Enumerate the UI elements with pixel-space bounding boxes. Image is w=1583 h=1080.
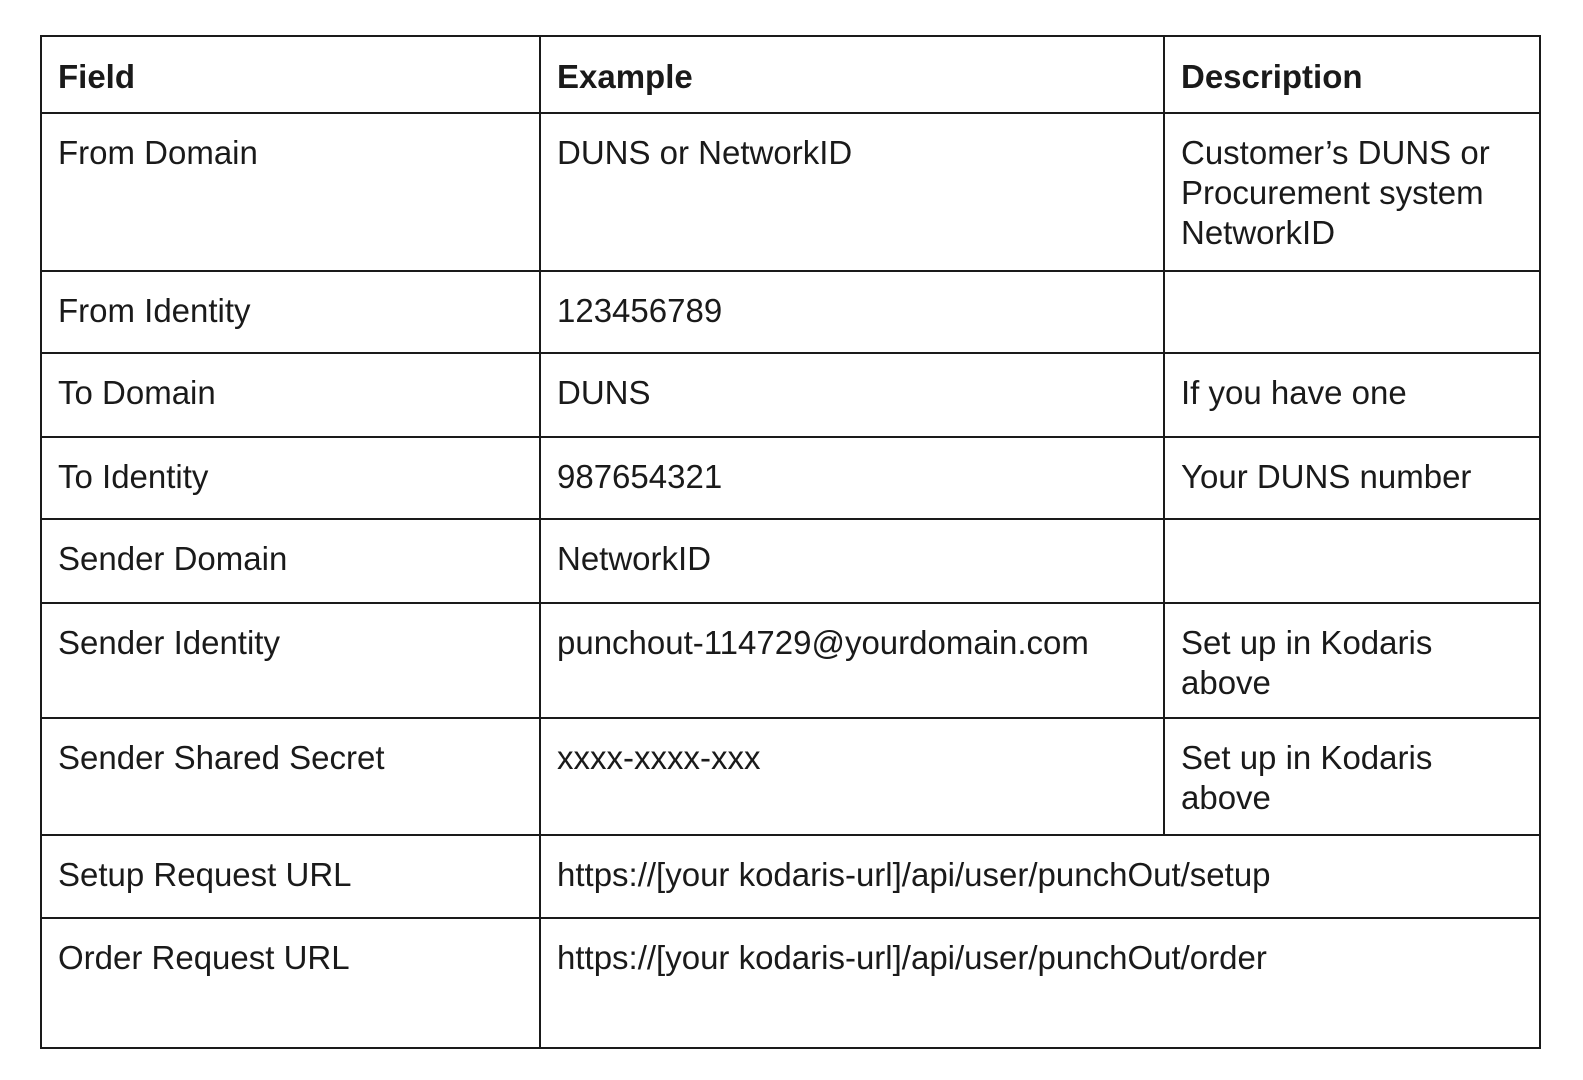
cell-description: Set up in Kodaris above <box>1164 718 1540 835</box>
cell-example: https://[your kodaris-url]/api/user/punchOut/setup <box>540 835 1540 918</box>
cell-example: https://[your kodaris-url]/api/user/punchOut/order <box>540 918 1540 1048</box>
cell-description: Set up in Kodaris above <box>1164 603 1540 718</box>
table-row <box>41 835 1540 918</box>
table-row <box>41 519 1540 603</box>
cell-field: Setup Request URL <box>41 835 540 918</box>
cell-example: DUNS <box>540 353 1164 437</box>
cell-description <box>1164 519 1540 603</box>
table-row <box>41 918 1540 1048</box>
header-field: Field <box>41 36 540 113</box>
table-row <box>41 603 1540 718</box>
table-row <box>41 718 1540 835</box>
cell-field: To Domain <box>41 353 540 437</box>
cell-description <box>1164 271 1540 353</box>
header-description: Description <box>1164 36 1540 113</box>
cell-description: Customer’s DUNS or Procurement system NetworkID <box>1164 113 1540 271</box>
table-row <box>41 437 1540 519</box>
cell-description: If you have one <box>1164 353 1540 437</box>
cell-field: To Identity <box>41 437 540 519</box>
cell-example: NetworkID <box>540 519 1164 603</box>
table-header-row <box>41 36 1540 113</box>
cell-example: xxxx-xxxx-xxx <box>540 718 1164 835</box>
cell-example: 123456789 <box>540 271 1164 353</box>
header-example: Example <box>540 36 1164 113</box>
table-row <box>41 271 1540 353</box>
table-row <box>41 113 1540 271</box>
table-row <box>41 353 1540 437</box>
cell-example: punchout-114729@yourdomain.com <box>540 603 1164 718</box>
cell-example: DUNS or NetworkID <box>540 113 1164 271</box>
cell-field: Sender Domain <box>41 519 540 603</box>
cell-example: 987654321 <box>540 437 1164 519</box>
cell-field: Order Request URL <box>41 918 540 1048</box>
cell-field: Sender Shared Secret <box>41 718 540 835</box>
cell-description: Your DUNS number <box>1164 437 1540 519</box>
cell-field: From Identity <box>41 271 540 353</box>
cell-field: Sender Identity <box>41 603 540 718</box>
punchout-fields-table <box>40 35 1541 1049</box>
cell-field: From Domain <box>41 113 540 271</box>
